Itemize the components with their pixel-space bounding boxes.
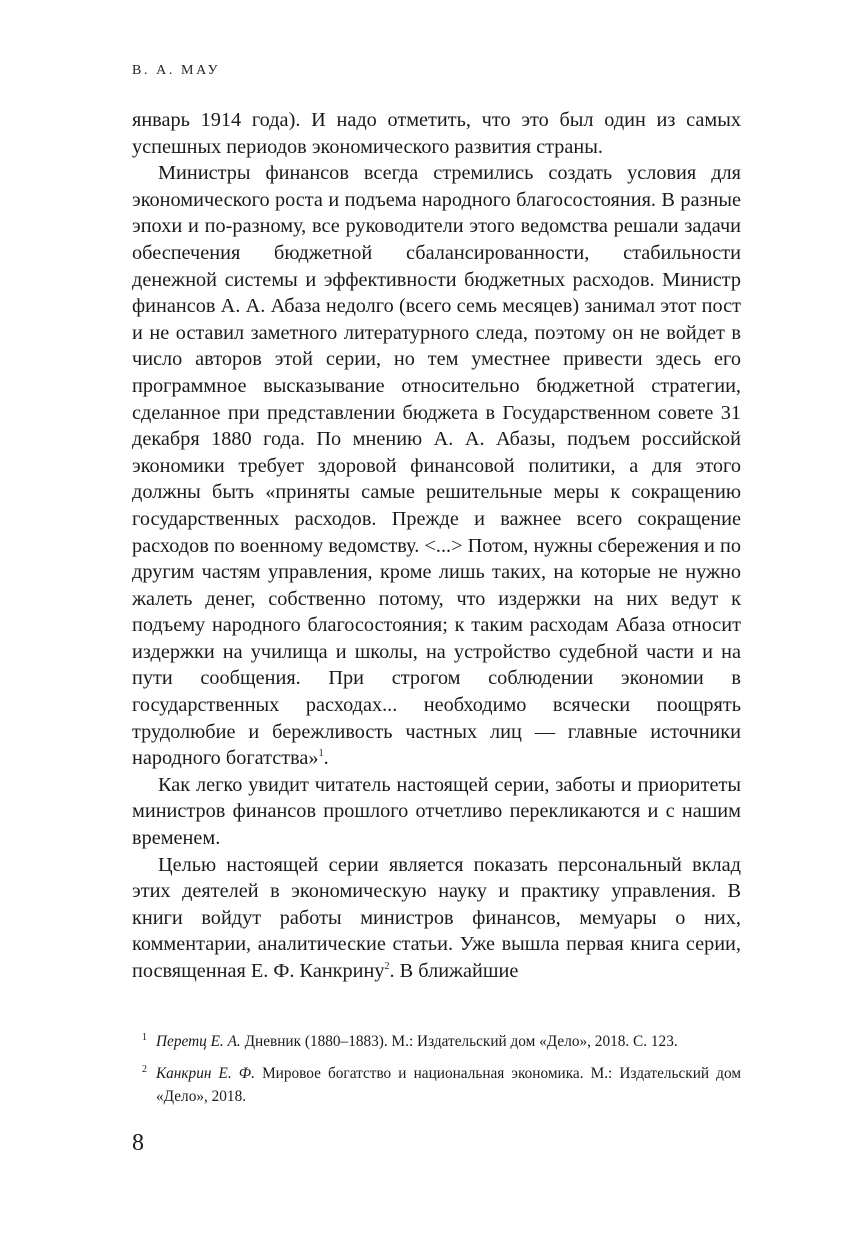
footnote — [132, 1062, 741, 1108]
footnote-author: Канкрин Е. Ф. — [156, 1065, 255, 1082]
paragraph — [132, 107, 741, 160]
body-text — [132, 107, 741, 985]
paragraph-text: Министры финансов всегда стремились создать условия для экономического роста и подъема народного благосостояния. В разные эпохи и по-разному, все руководители этого ведомства решали задачи обеспечения бюджетной сбалансированности, стабильности денежной системы и эффективности бюджетных расходов. Министр финансов А. А. Абаза недолго (всего семь месяцев) занимал этот пост и не оставил заметного литературного следа, поэтому он не войдет в число авторов этой серии, но тем уместнее привести здесь его программное высказывание относительно бюджетной стратегии, сделанное при представлении бюджета в Государственном совете 31 декабря 1880 года. По мнению А. А. Абазы, подъем российской экономики требует здоровой финансовой политики, а для этого должны быть «приняты самые решительные меры к сокращению государственных расходов. Прежде и важнее всего сокращение расходов по военному ведомству. <...> Потом, нужны сбережения и по другим частям управления, кроме лишь таких, на которые не нужно жалеть денег, собственно потому, что издержки на них ведут к подъему народного благосостояния; к таким расходам Абаза относит издержки на училища и школы, на устройство судебной части и на пути сообщения. При строгом соблюдении экономии в государственных расходах... необходимо всячески поощрять трудолюбие и бережливость частных лиц — главные источники народного богатства» — [132, 162, 741, 770]
paragraph — [132, 852, 741, 985]
running-head: В. А. МАУ — [132, 63, 221, 78]
paragraph — [132, 772, 741, 852]
footnote-ref-1[interactable]: 1 — [318, 748, 324, 760]
footnote-number: 2 — [142, 1064, 147, 1075]
footnotes — [132, 1030, 741, 1117]
page-number: 8 — [132, 1130, 144, 1156]
paragraph: Министры финансов всегда стремились создать условия для экономического роста и подъема народного благосостояния. В разные эпохи и по-разному, все руководители этого ведомства решали задачи обеспечения бюджетной сбалансированности, стабильности денежной системы и эффективности бюджетных расходов. Министр финансов А. А. Абаза недолго (всего семь месяцев) занимал этот пост и не оставил заметного литературного следа, поэтому он не войдет в число авторов этой серии, но тем уместнее привести здесь его программное высказывание относительно бюджетной стратегии, сделанное при представлении бюджета в Государственном совете 31 декабря 1880 года. По мнению А. А. Абазы, подъем российской экономики требует здоровой финансовой политики, а для этого должны быть «приняты самые решительные меры к сокращению государственных расходов. Прежде и важнее всего сокращение расходов по военному ведомству. <...> Потом, нужны сбережения и по другим частям управления, кроме лишь таких, на которые не нужно жалеть денег, собственно потому, что издержки на них ведут к подъему народного благосостояния; к таким расходам Абаза относит издержки на училища и школы, на устройство судебной части и на пути сообщения. При строгом соблюдении экономии в государственных расходах... необходимо всячески поощрять трудолюбие и бережливость частных лиц — главные источники народного богатства»$^1$. — [132, 162, 741, 770]
footnote-ref-2[interactable]: 2 — [384, 961, 390, 973]
footnote-number: 1 — [142, 1032, 147, 1043]
paragraph-text: Как легко увидит читатель настоящей серии, заботы и приоритеты министров финансов прошлого отчетливо перекликаются и с нашим временем. — [132, 773, 741, 850]
paragraph-tail: . В ближайшие — [389, 960, 519, 982]
paragraph-text: январь 1914 года). И надо отметить, что это был один из самых успешных периодов экономического развития страны. — [132, 109, 741, 158]
footnote-text: Мировое богатство и национальная экономика. М.: Издательский дом «Дело», 2018. — [156, 1065, 741, 1105]
footnote — [132, 1030, 741, 1053]
paragraph-text: Целью настоящей серии является показать персональный вклад этих деятелей в экономическую науку и практику управления. В книги войдут работы министров финансов, мемуары о них, комментарии, аналитические статьи. Уже вышла первая книга серии, посвященная Е. Ф. Канкрину — [132, 853, 741, 982]
footnote-author: Перетц Е. А. — [156, 1033, 241, 1050]
footnote-text: Дневник (1880–1883). М.: Издательский дом «Дело», 2018. С. 123. — [244, 1033, 678, 1050]
